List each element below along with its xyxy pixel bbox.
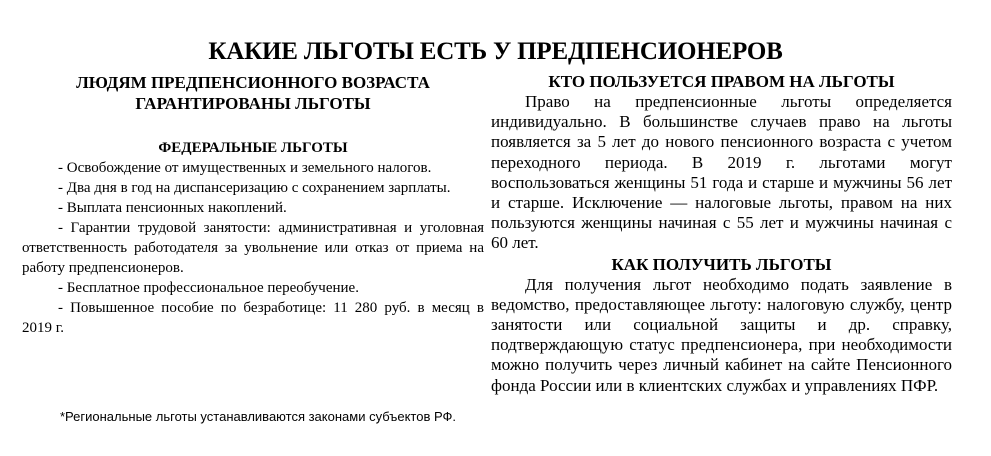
benefit-item: - Выплата пенсионных накоплений. — [58, 200, 287, 216]
benefit-item: - Гарантии трудовой занятости: административная и уголовная ответственность работодателя за увольнение или отказ от приема на работу предпенсионеров. — [22, 220, 484, 276]
regional-benefits-footnote: *Региональные льготы устанавливаются законами субъектов РФ. — [60, 409, 456, 424]
who-eligible-heading: КТО ПОЛЬЗУЕТСЯ ПРАВОМ НА ЛЬГОТЫ — [548, 72, 895, 91]
how-to-get-heading: КАК ПОЛУЧИТЬ ЛЬГОТЫ — [611, 254, 832, 274]
left-column — [22, 72, 484, 338]
who-eligible-paragraph: Право на предпенсионные льготы определяется индивидуально. В большинстве случаев право на льготы появляется за 5 лет до нового пенсионного возраста с учетом переходного периода. В 2019 г. льготами могут воспользоваться женщины 51 года и старше и мужчины 56 лет и старше. Исключение — налоговые льготы, правом на них пользуются женщины начиная с 55 лет и мужчины начиная с 60 лет. — [491, 92, 952, 253]
benefit-item: - Освобождение от имущественных и земельного налогов. — [58, 160, 432, 176]
document-title: КАКИЕ ЛЬГОТЫ ЕСТЬ У ПРЕДПЕНСИОНЕРОВ — [208, 38, 783, 65]
left-heading-line2: ГАРАНТИРОВАНЫ ЛЬГОТЫ — [135, 94, 371, 113]
benefit-item: - Два дня в год на диспансеризацию с сохранением зарплаты. — [58, 180, 451, 196]
benefit-item: - Повышенное пособие по безработице: 11 280 руб. в месяц в 2019 г. — [22, 300, 484, 336]
federal-benefits-heading: ФЕДЕРАЛЬНЫЕ ЛЬГОТЫ — [158, 140, 348, 156]
left-heading-line1: ЛЮДЯМ ПРЕДПЕНСИОННОГО ВОЗРАСТА — [76, 73, 430, 92]
benefit-item: - Бесплатное профессиональное переобучение. — [58, 280, 359, 296]
right-column — [491, 72, 952, 396]
how-to-get-paragraph: Для получения льгот необходимо подать заявление в ведомство, предоставляющее льготу: налоговую службу, центр занятости или социальной защиты и др. справку, подтверждающую статус предпенсионера, при необходимости можно получить через личный кабинет на сайте Пенсионного фонда России или в клиентских службах и управлениях ПФР. — [491, 274, 952, 395]
